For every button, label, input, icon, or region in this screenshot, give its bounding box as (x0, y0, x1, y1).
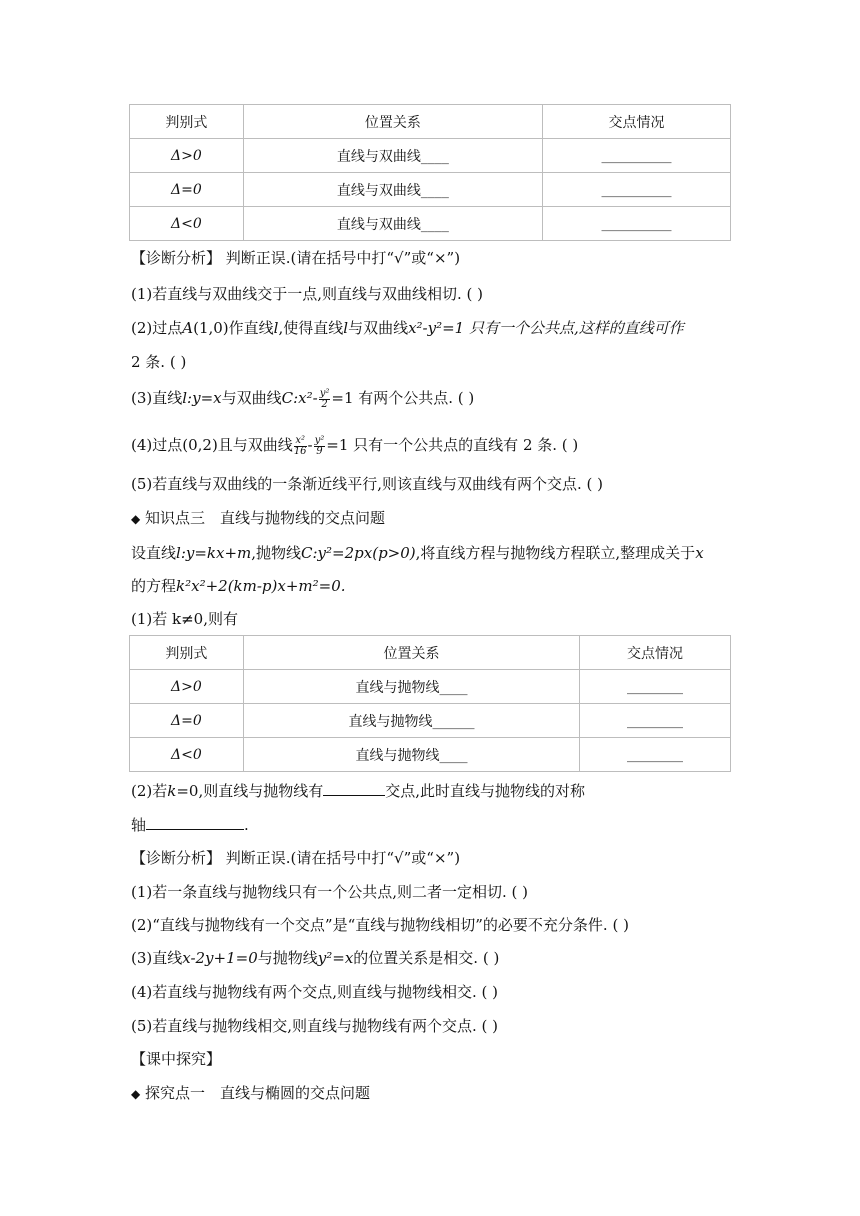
text: ,使得直线 (278, 319, 344, 337)
text: (2)若 (131, 782, 168, 800)
text: x²-y²=1 只有一个公共点,这样的直线可作 (408, 319, 684, 337)
table-header: 交点情况 (543, 105, 731, 139)
question-4 (131, 435, 578, 457)
section-heading (131, 508, 385, 529)
hyperbola-discriminant-table (129, 104, 731, 241)
table-cell: Δ<0 (130, 207, 244, 241)
paragraph (131, 576, 346, 596)
text: l (273, 319, 279, 337)
heading-text: 探究点一 直线与椭圆的交点问题 (145, 1084, 371, 1102)
table-header: 判别式 (130, 636, 244, 670)
table-cell: 直线与双曲线____ (243, 207, 542, 241)
text: 与抛物线 (257, 949, 318, 967)
table-cell: __________ (543, 139, 731, 173)
text: (2)过点 (131, 319, 183, 337)
table-cell: 直线与抛物线____ (243, 670, 579, 704)
text: 交点,此时直线与抛物线的对称 (385, 782, 586, 800)
text: x-2y+1=0 (182, 949, 258, 967)
answer-blank[interactable] (146, 815, 244, 830)
question-3 (131, 948, 499, 968)
text: A (182, 319, 194, 337)
fraction (314, 436, 326, 457)
table-cell: 直线与抛物线____ (243, 738, 579, 772)
text: =0,则直线与抛物线有 (176, 782, 324, 800)
table-cell: Δ=0 (130, 173, 244, 207)
question-4: (4)若直线与抛物线有两个交点,则直线与抛物线相交. ( ) (131, 983, 499, 1001)
text: (4)过点(0,2)且与双曲线 (131, 436, 293, 454)
diamond-icon: ◆ (131, 512, 141, 526)
table-header-row (130, 636, 731, 670)
text: 轴 (131, 816, 147, 834)
table-header: 交点情况 (580, 636, 731, 670)
paragraph: (1)若 k≠0,则有 (131, 610, 238, 628)
text: 与双曲线 (348, 319, 409, 337)
table-cell: 直线与抛物线______ (243, 704, 579, 738)
text: ,将直线方程与抛物线方程联立,整理成关于 (415, 544, 696, 562)
denominator: 16 (293, 445, 307, 457)
text: - (307, 436, 313, 454)
table-row (130, 704, 731, 738)
table-header-row (130, 105, 731, 139)
diagnostic-title: 【诊断分析】 判断正误.(请在括号中打“√”或“×”) (131, 849, 461, 867)
text: (3)直线 (131, 949, 183, 967)
in-class-title: 【课中探究】 (131, 1050, 222, 1068)
fraction (319, 389, 331, 410)
table-cell: ________ (580, 738, 731, 772)
numerator: y² (319, 387, 330, 399)
text: l:y=kx+m (176, 544, 252, 562)
table-cell: Δ=0 (130, 704, 244, 738)
table-cell: 直线与双曲线____ (243, 173, 542, 207)
diagnostic-title: 【诊断分析】 判断正误.(请在括号中打“√”或“×”) (131, 249, 461, 267)
table-cell: __________ (543, 207, 731, 241)
text: l (343, 319, 349, 337)
text: 的方程 (131, 577, 177, 595)
question-1: (1)若直线与双曲线交于一点,则直线与双曲线相切. ( ) (131, 285, 484, 303)
text: (1,0)作直线 (193, 319, 274, 337)
answer-blank[interactable] (323, 781, 385, 796)
table-row (130, 173, 731, 207)
table-header: 位置关系 (243, 636, 579, 670)
k-zero-line-cont (131, 815, 249, 835)
text: y²=x (317, 949, 354, 967)
denominator: 9 (316, 445, 323, 457)
table-row (130, 738, 731, 772)
text: 设直线 (131, 544, 177, 562)
text: 与双曲线 (221, 389, 282, 407)
paragraph (131, 543, 704, 563)
question-3 (131, 388, 474, 410)
question-5: (5)若直线与双曲线的一条渐近线平行,则该直线与双曲线有两个交点. ( ) (131, 475, 604, 493)
question-5: (5)若直线与抛物线相交,则直线与抛物线有两个交点. ( ) (131, 1017, 499, 1035)
table-row (130, 670, 731, 704)
text: x (695, 544, 704, 562)
exploration-heading (131, 1083, 370, 1104)
table-cell: ________ (580, 704, 731, 738)
table-cell: 直线与双曲线____ (243, 139, 542, 173)
parabola-discriminant-table (129, 635, 731, 772)
text: k (167, 782, 177, 800)
text: =1 只有一个公共点的直线有 2 条. ( ) (326, 436, 579, 454)
table-cell: __________ (543, 173, 731, 207)
fraction (294, 436, 307, 457)
table-cell: ________ (580, 670, 731, 704)
numerator: x² (295, 434, 305, 446)
text: k²x²+2(km-p)x+m²=0. (176, 577, 346, 595)
question-2 (131, 318, 684, 338)
question-2: (2)“直线与抛物线有一个交点”是“直线与抛物线相切”的必要不充分条件. ( ) (131, 916, 629, 934)
table-row (130, 139, 731, 173)
heading-text: 知识点三 直线与抛物线的交点问题 (145, 509, 386, 527)
denominator: 2 (321, 398, 328, 410)
table-cell: Δ>0 (130, 670, 244, 704)
diamond-icon: ◆ (131, 1087, 141, 1101)
table-header: 位置关系 (243, 105, 542, 139)
text: 的位置关系是相交. ( ) (353, 949, 500, 967)
text: C:x²- (281, 389, 318, 407)
text: (3)直线 (131, 389, 183, 407)
numerator: y² (314, 434, 325, 446)
table-row (130, 207, 731, 241)
text: =1 有两个公共点. ( ) (331, 389, 475, 407)
text: C:y²=2px(p>0) (301, 544, 416, 562)
table-cell: Δ<0 (130, 738, 244, 772)
question-1: (1)若一条直线与抛物线只有一个公共点,则二者一定相切. ( ) (131, 883, 529, 901)
text: l:y=x (182, 389, 222, 407)
text: . (244, 816, 249, 834)
table-cell: Δ>0 (130, 139, 244, 173)
k-zero-line (131, 781, 585, 801)
question-2-cont: 2 条. ( ) (131, 353, 187, 371)
table-header: 判别式 (130, 105, 244, 139)
text: ,抛物线 (251, 544, 302, 562)
